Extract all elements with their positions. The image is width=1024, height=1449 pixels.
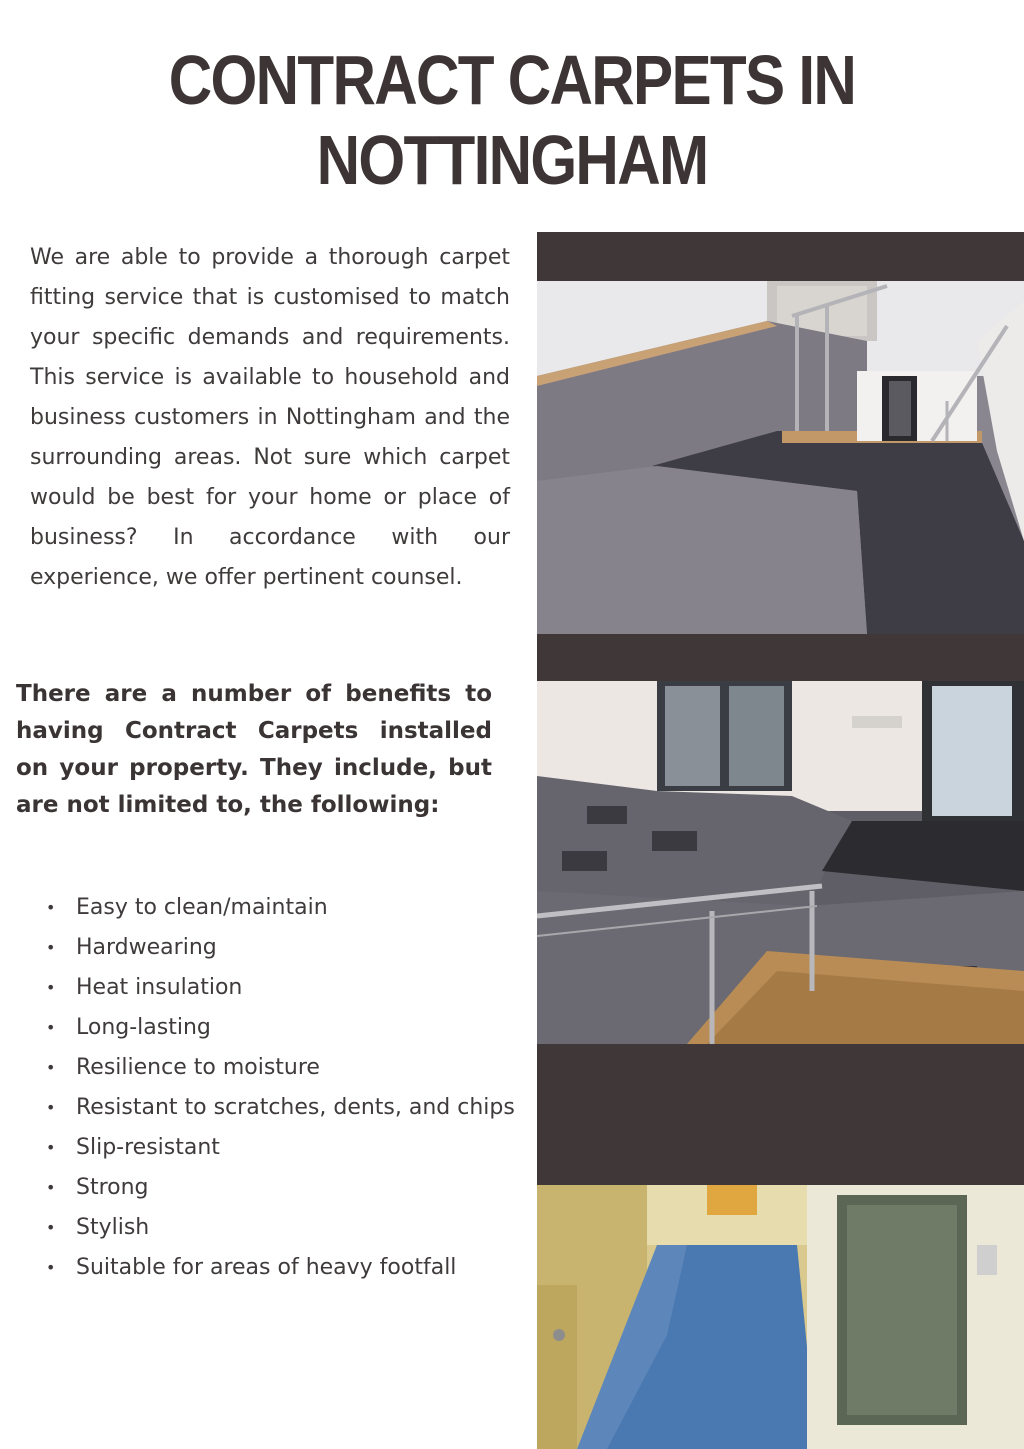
list-item-label: Resistant to scratches, dents, and chips	[76, 1095, 515, 1120]
benefits-list	[46, 888, 516, 1288]
list-item-label: Easy to clean/maintain	[76, 895, 328, 920]
page-title	[72, 40, 953, 200]
list-item	[46, 1208, 516, 1248]
list-item	[46, 1088, 516, 1128]
bullet-icon: •	[46, 1218, 56, 1237]
list-item-label: Long-lasting	[76, 1015, 211, 1040]
photo-entrance-stairs	[537, 681, 1024, 1044]
list-item-label: Slip-resistant	[76, 1135, 220, 1160]
bullet-icon: •	[46, 1058, 56, 1077]
list-item-label: Resilience to moisture	[76, 1055, 320, 1080]
bullet-icon: •	[46, 1258, 56, 1277]
title-line-1: CONTRACT CARPETS IN	[168, 41, 856, 119]
list-item	[46, 1008, 516, 1048]
list-item-label: Stylish	[76, 1215, 150, 1240]
bullet-icon: •	[46, 938, 56, 957]
intro-paragraph: We are able to provide a thorough carpet fitting service that is customised to match your specific demands and requirements. This service is available to household and business customers in Nottingham and the surrounding areas. Not sure which carpet would be best for your home or place of business? In accordance with our experience, we offer pertinent counsel.	[30, 245, 510, 590]
photo-blue-corridor	[537, 1185, 1024, 1449]
list-item	[46, 1248, 516, 1288]
list-item	[46, 1128, 516, 1168]
bullet-icon: •	[46, 1138, 56, 1157]
list-item-label: Suitable for areas of heavy footfall	[76, 1255, 457, 1280]
bullet-icon: •	[46, 898, 56, 917]
bullet-icon: •	[46, 1018, 56, 1037]
list-item	[46, 928, 516, 968]
list-item-label: Hardwearing	[76, 935, 217, 960]
list-item	[46, 1048, 516, 1088]
photo-gallery-panel	[537, 232, 1024, 1449]
list-item	[46, 1168, 516, 1208]
benefits-intro: There are a number of benefits to having Contract Carpets installed on your property. They include, but are not limited to, the following:	[16, 681, 492, 818]
bullet-icon: •	[46, 1178, 56, 1197]
title-line-2: NOTTINGHAM	[316, 121, 708, 199]
list-item	[46, 968, 516, 1008]
bullet-icon: •	[46, 978, 56, 997]
list-item-label: Strong	[76, 1175, 149, 1200]
bullet-icon: •	[46, 1098, 56, 1117]
list-item	[46, 888, 516, 928]
list-item-label: Heat insulation	[76, 975, 243, 1000]
photo-carpet-landing	[537, 281, 1024, 634]
